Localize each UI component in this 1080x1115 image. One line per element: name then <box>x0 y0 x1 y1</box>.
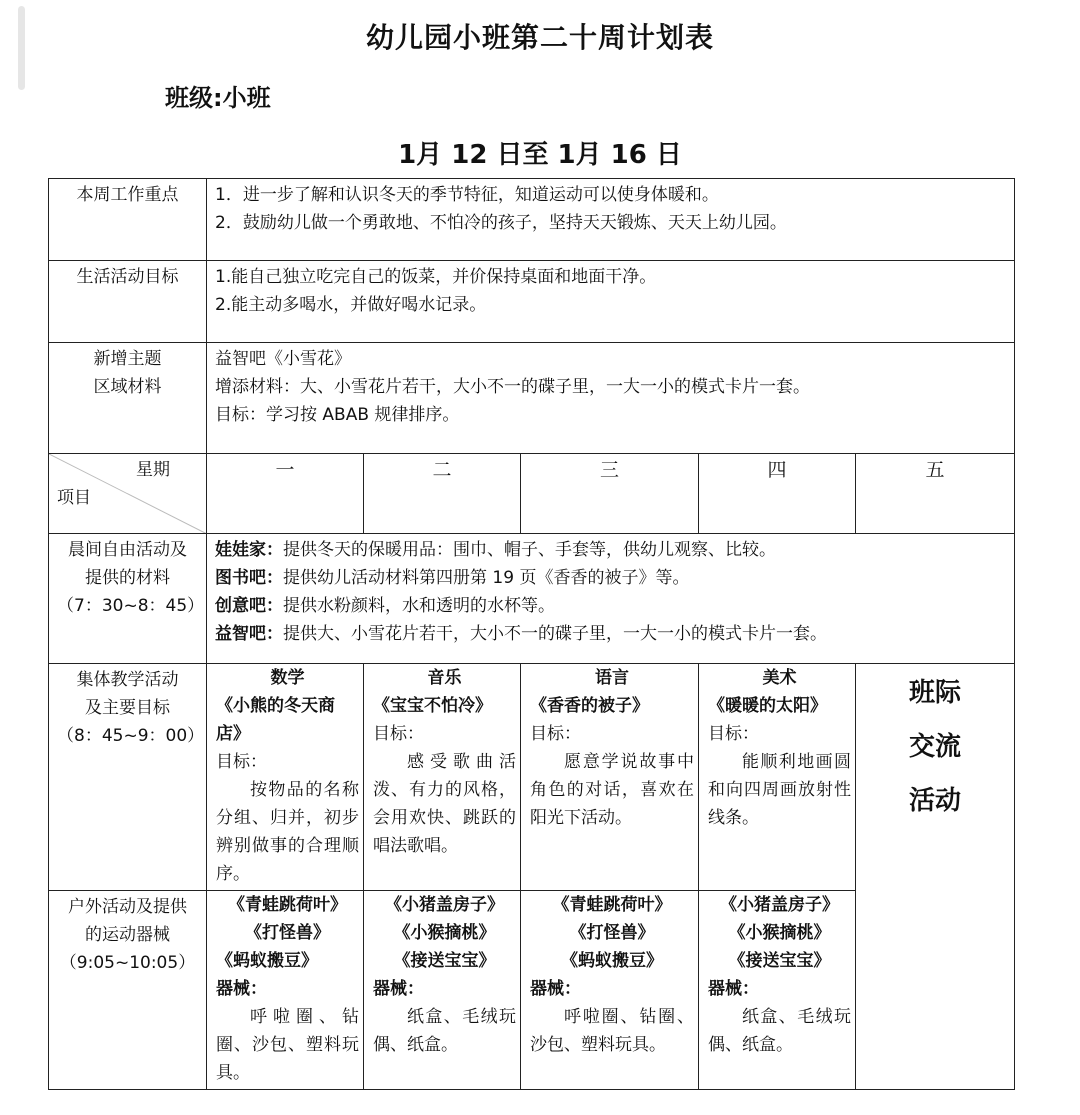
row-label-morning <box>49 534 207 664</box>
equipment-label: 器械： <box>373 979 424 999</box>
lesson-title: 《香香的被子》 <box>530 696 649 716</box>
row-label-line: 新增主题 <box>93 349 162 369</box>
lesson-title: 《暖暖的太阳》 <box>708 696 827 716</box>
teaching-cell-tue <box>364 664 521 891</box>
teaching-cell-thu <box>699 664 856 891</box>
outdoor-cell-thu <box>699 891 856 1090</box>
equipment-text: 纸盒、毛绒玩偶、纸盒。 <box>708 1007 851 1055</box>
area-text: 提供水粉颜料，水和透明的水杯等。 <box>283 596 555 616</box>
row-label-line: 及主要目标 <box>85 698 170 718</box>
row-label-focus: 本周工作重点 <box>49 179 207 261</box>
day-header-tue: 二 <box>364 454 521 534</box>
row-label-line: 提供的材料 <box>85 568 170 588</box>
morning-content <box>207 534 1015 664</box>
life-content <box>207 261 1015 343</box>
table-row-focus <box>49 179 1015 261</box>
focus-line: 1．进一步了解和认识冬天的季节特征，知道运动可以使身体暖和。 <box>215 185 719 205</box>
goal-label: 目标： <box>708 724 759 744</box>
day-header-mon: 一 <box>207 454 364 534</box>
row-label-life: 生活活动目标 <box>49 261 207 343</box>
row-label-teaching <box>49 664 207 891</box>
lesson-title: 《宝宝不怕冷》 <box>373 696 492 716</box>
area-name: 创意吧： <box>215 596 283 616</box>
game-title: 《接送宝宝》 <box>728 951 831 971</box>
materials-line: 益智吧《小雪花》 <box>215 349 351 369</box>
game-title: 《青蛙跳荷叶》 <box>228 895 347 915</box>
teaching-cell-wed <box>521 664 699 891</box>
morning-item <box>215 592 1006 620</box>
game-title: 《青蛙跳荷叶》 <box>552 895 672 915</box>
life-line: 1.能自己独立吃完自己的饭菜，并价保持桌面和地面干净。 <box>215 267 657 287</box>
friday-activity-line: 活动 <box>908 786 961 816</box>
area-name: 图书吧： <box>215 568 283 588</box>
table-row-teaching <box>49 664 1015 891</box>
materials-line: 目标：学习按 ABAB 规律排序。 <box>215 405 460 425</box>
row-label-line: （7：30~8：45） <box>57 596 205 616</box>
morning-item <box>215 536 1006 564</box>
class-label: 班级:小班 <box>165 84 271 112</box>
goal-label: 目标： <box>373 724 424 744</box>
area-text: 提供大、小雪花片若干，大小不一的碟子里，一大一小的模式卡片一套。 <box>283 624 827 644</box>
morning-item <box>215 620 1006 648</box>
subject-label: 美术 <box>762 668 797 688</box>
row-label-materials <box>49 343 207 454</box>
materials-line: 增添材料：大、小雪花片若干，大小不一的碟子里，一大一小的模式卡片一套。 <box>215 377 810 397</box>
subject-label: 音乐 <box>427 668 462 688</box>
weekday-header-label: 星期 <box>136 460 170 480</box>
row-label-line: 区域材料 <box>93 377 162 397</box>
outdoor-cell-tue <box>364 891 521 1090</box>
friday-activity-line: 班际 <box>908 678 961 708</box>
equipment-label: 器械： <box>530 979 581 999</box>
game-title: 《蚂蚁搬豆》 <box>216 951 318 971</box>
day-header-thu: 四 <box>699 454 856 534</box>
table-row-life <box>49 261 1015 343</box>
game-title: 《打怪兽》 <box>245 923 330 943</box>
area-text: 提供幼儿活动材料第四册第 19 页《香香的被子》等。 <box>283 568 690 588</box>
teaching-cell-mon <box>207 664 364 891</box>
item-header-label: 项目 <box>57 488 91 508</box>
day-header-wed: 三 <box>521 454 699 534</box>
area-name: 娃娃家： <box>215 540 283 560</box>
document-title: 幼儿园小班第二十周计划表 <box>365 21 714 54</box>
subject-label: 语言 <box>595 668 629 688</box>
outdoor-cell-mon <box>207 891 364 1090</box>
subject-label: 数学 <box>270 668 305 688</box>
table-row-morning <box>49 534 1015 664</box>
game-title: 《蚂蚁搬豆》 <box>561 951 663 971</box>
equipment-text: 呼啦圈、钻圈、沙包、塑料玩具。 <box>216 1007 359 1083</box>
area-text: 提供冬天的保暖用品：围巾、帽子、手套等，供幼儿观察、比较。 <box>283 540 776 560</box>
row-label-line: 的运动器械 <box>85 925 170 945</box>
life-line: 2.能主动多喝水，并做好喝水记录。 <box>215 295 487 315</box>
game-title: 《小猴摘桃》 <box>393 923 496 943</box>
focus-line: 2．鼓励幼儿做一个勇敢地、不怕冷的孩子，坚持天天锻炼、天天上幼儿园。 <box>215 213 787 233</box>
row-label-line: 集体教学活动 <box>76 670 179 690</box>
goal-text: 感受歌曲活泼、有力的风格，会用欢快、跳跃的唱法歌唱。 <box>373 752 516 856</box>
materials-content <box>207 343 1015 454</box>
equipment-label: 器械： <box>216 979 267 999</box>
row-label-outdoor <box>49 891 207 1090</box>
row-label-line: 晨间自由活动及 <box>68 540 187 560</box>
lesson-title: 《小熊的冬天商店》 <box>216 696 335 744</box>
weekly-plan-table <box>48 178 1015 1090</box>
goal-label: 目标： <box>216 752 267 772</box>
day-header-fri: 五 <box>856 454 1015 534</box>
game-title: 《小猪盖房子》 <box>720 895 839 915</box>
game-title: 《接送宝宝》 <box>393 951 496 971</box>
goal-text: 愿意学说故事中角色的对话，喜欢在阳光下活动。 <box>530 752 694 828</box>
equipment-label: 器械： <box>708 979 759 999</box>
game-title: 《打怪兽》 <box>569 923 655 943</box>
game-title: 《小猪盖房子》 <box>385 895 504 915</box>
row-label-line: 户外活动及提供 <box>68 897 187 917</box>
area-name: 益智吧： <box>215 624 283 644</box>
goal-text: 能顺利地画圆和向四周画放射性线条。 <box>708 752 851 828</box>
row-label-line: （8：45~9：00） <box>57 726 205 746</box>
game-title: 《小猴摘桃》 <box>728 923 831 943</box>
date-range: 1月 12 日至 1月 16 日 <box>398 140 682 170</box>
row-label-line: （9:05~10:05） <box>59 953 196 973</box>
morning-item <box>215 564 1006 592</box>
friday-activity-line: 交流 <box>908 732 961 762</box>
table-row-days-header <box>49 454 1015 534</box>
equipment-text: 纸盒、毛绒玩偶、纸盒。 <box>373 1007 516 1055</box>
table-row-materials <box>49 343 1015 454</box>
focus-content <box>207 179 1015 261</box>
equipment-text: 呼啦圈、钻圈、沙包、塑料玩具。 <box>530 1007 694 1055</box>
goal-label: 目标： <box>530 724 581 744</box>
header-corner-cell <box>49 454 207 534</box>
goal-text: 按物品的名称分组、归并，初步辨别做事的合理顺序。 <box>216 780 359 884</box>
outdoor-cell-wed <box>521 891 699 1090</box>
friday-activity-cell <box>856 664 1015 1090</box>
